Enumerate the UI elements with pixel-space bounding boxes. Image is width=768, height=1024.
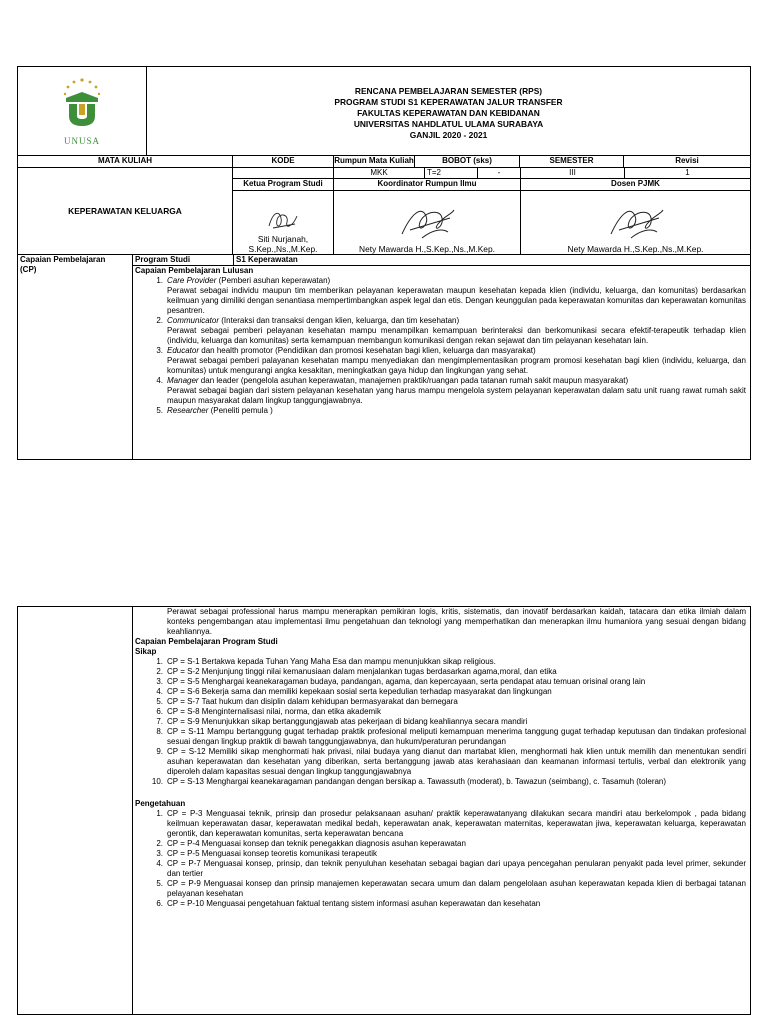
pengetahuan-item-1 — [135, 809, 748, 839]
sikap-item-7 — [135, 717, 748, 727]
item-subtitle: dan leader (pengelola asuhan keperawatan, manajemen praktik/ruangan pada tatanan rumah sakit maupun masyarakat) — [198, 376, 629, 385]
item-text: CP = S-5 Menghargai keanekaragaman budaya, pandangan, agama, dan kepercayaan, serta pendapat atau temuan orisinal orang lain — [167, 677, 646, 686]
sikap-item-6 — [135, 707, 748, 717]
title-line-3: FAKULTAS KEPERAWATAN DAN KEBIDANAN — [357, 107, 540, 118]
item-number: 1. — [156, 657, 163, 666]
item-text: CP = P-9 Menguasai konsep dan prinsip manajemen keperawatan secara umum dan dalam pengelolaan asuhan keperawatan kepada klien di berbagai tatanan pelayanan kesehatan — [167, 879, 746, 898]
item-title: Care Provider — [167, 276, 217, 285]
item-text: CP = S-8 Menginternalisasi nilai, norma, dan etika akademik — [167, 707, 381, 716]
dosen-pjmk-label: Dosen PJMK — [521, 179, 751, 191]
pengetahuan-item-3 — [135, 849, 748, 859]
bobot-header: BOBOT (sks) — [415, 156, 520, 168]
sikap-heading: Sikap — [135, 647, 157, 656]
item-number: 5. — [156, 879, 163, 888]
title-line-4: UNIVERSITAS NAHDLATUL ULAMA SURABAYA — [353, 118, 544, 129]
pengetahuan-item-4 — [135, 859, 748, 879]
pengetahuan-item-2 — [135, 839, 748, 849]
revisi-header: Revisi — [624, 156, 751, 168]
item-description: Perawat sebagai bagian dari sistem pelayanan kesehatan yang harus mampu mengelola system pelayanan keperawatan dalam satu unit ruang rawat rumah sakit maupun masyarakat dalam lingkup tanggungjawabnya. — [167, 386, 746, 405]
pengetahuan-item-5 — [135, 879, 748, 899]
item-number: 5. — [156, 406, 163, 415]
sikap-item-5 — [135, 697, 748, 707]
cp-prodi-heading: Capaian Pembelajaran Program Studi — [135, 637, 278, 646]
bobot-praktik: - — [478, 168, 521, 179]
item-number: 1. — [156, 276, 163, 285]
cp-lulusan-item-1 — [135, 276, 748, 316]
item-text: CP = S-13 Menghargai keanekaragaman pandangan dengan bersikap a. Tawassuth (moderat), b. Tawazun (seimbang), c. Tasamuh (toleran) — [167, 777, 667, 786]
rumpun-header: Rumpun Mata Kuliah — [334, 156, 415, 168]
program-studi-label: Program Studi — [133, 255, 234, 266]
cp-lulusan-item-3 — [135, 346, 748, 376]
mata-kuliah-header: MATA KULIAH — [18, 156, 233, 168]
bobot-teori: T=2 — [425, 168, 478, 179]
item-description: Perawat sebagai pemberi pelayanan kesehatan mampu menampilkan kemampuan berinteraksi dan berkomunikasi secara efektif-terapeutik terhadap klien (individu, keluarga dan komunitas) serta kemampuan membangun komunikasi dengan rekan sejawat dan tim pelayanan kesehatan lain. — [167, 326, 746, 345]
koordinator-signature-cell — [334, 191, 521, 255]
sikap-item-10 — [135, 777, 748, 787]
cp-label-line-2: (CP) — [20, 265, 37, 274]
cp-table — [17, 254, 751, 460]
item-number: 9. — [156, 747, 163, 756]
item-title: Educator — [167, 346, 200, 355]
item-number: 4. — [156, 859, 163, 868]
kode-value — [233, 168, 334, 179]
document-title — [147, 67, 751, 156]
item-number: 1. — [156, 809, 163, 818]
title-line-5: GANJIL 2020 - 2021 — [409, 129, 488, 140]
cp-continuation-content — [133, 607, 751, 1015]
item-text: CP = S-6 Bekerja sama dan memiliki kepekaan sosial serta kepedulian terhadap masyarakat dan lingkungan — [167, 687, 552, 696]
cp-label-line-1: Capaian Pembelajaran — [20, 255, 106, 264]
cp-lulusan-item-4 — [135, 376, 748, 406]
semester-header: SEMESTER — [520, 156, 624, 168]
item-title: Researcher — [167, 406, 209, 415]
koordinator-name: Nety Mawarda H.,S.Kep.,Ns.,M.Kep. — [359, 244, 495, 254]
koordinator-label: Koordinator Rumpun Ilmu — [334, 179, 521, 191]
dosen-name: Nety Mawarda H.,S.Kep.,Ns.,M.Kep. — [567, 244, 704, 254]
item-number: 5. — [156, 697, 163, 706]
semester-value: III — [521, 168, 625, 179]
logo-cell — [18, 67, 147, 156]
sikap-item-8 — [135, 727, 748, 747]
cp-continuation-table — [17, 606, 751, 1015]
cp-lulusan-item-5 — [135, 406, 748, 416]
item-title: Communicator — [167, 316, 220, 325]
ketua-name-1: Siti Nurjanah, — [257, 234, 309, 244]
item-number: 4. — [156, 376, 163, 385]
item-number: 7. — [156, 717, 163, 726]
kode-header: KODE — [233, 156, 334, 168]
page-2 — [0, 606, 768, 1015]
ketua-name-2: S.Kep.,Ns.,M.Kep. — [248, 244, 318, 254]
item-subtitle: (Peneliti pemula ) — [208, 406, 273, 415]
item-number: 3. — [156, 677, 163, 686]
signature-dosen-icon — [601, 204, 671, 244]
revisi-value: 1 — [625, 168, 751, 179]
sikap-item-3 — [135, 677, 748, 687]
item-title: Manager — [167, 376, 199, 385]
title-line-2: PROGRAM STUDI S1 KEPERAWATAN JALUR TRANSFER — [334, 96, 563, 107]
dosen-signature-cell — [521, 191, 751, 255]
item-subtitle: (Pemberi asuhan keperawatan) — [216, 276, 331, 285]
cp-lulusan-heading: Capaian Pembelajaran Lulusan — [135, 266, 254, 275]
item-text: CP = P-3 Menguasai teknik, prinsip dan prosedur pelaksanaan asuhan/ praktik keperawatanyang dilakukan secara mandiri atau berkelompok , pada bidang keilmuan keperawatan dasar, keperawatan medikal bedah, keperawatan anak, keperawatan maternitas, keperawatan jiwa, keperawatan keluarga, keperawatan gerontik, dan keperawatan komunitas, serta keperawatan bencana — [167, 809, 746, 838]
item-number: 6. — [156, 707, 163, 716]
item-text: CP = S-12 Memiliki sikap menghormati hak privasi, nilai budaya yang dianut dan martabat klien, menghormati hak klien untuk memilih dan menentukan sendiri asuhan keperawatan dan kesehatan yang diberikan, serta bertanggung jawab atas kerahasiaan dan keamanan informasi tertulis, verbal dan elektronik yang diperoleh dalam kapasitas sesuai dengan lingkup tanggungjawabnya — [167, 747, 746, 776]
course-name: KEPERAWATAN KELUARGA — [18, 168, 233, 255]
cp-lulusan-item-2 — [135, 316, 748, 346]
rps-header-table — [17, 66, 751, 168]
item-text: CP = P-7 Menguasai konsep, prinsip, dan teknik penyuluhan kesehatan sebagai bagian dari upaya pencegahan penularan penyakit pada level primer, sekunder dan tertier — [167, 859, 746, 878]
logo-text: UNUSA — [63, 136, 100, 146]
item-description: Perawat sebagai individu maupun tim memberikan pelayanan keperawatan maupun kesehatan kepada klien (individu, keluarga, dan komunitas) berdasarkan keilmuan yang dimiliki dengan senantiasa mempertimbangkan aspek legal dan etis. Dengan keunggulan pada keperawatan komunitas dan keperawatan komunitas pesantren. — [167, 286, 746, 315]
item-number: 3. — [156, 849, 163, 858]
item-description: Perawat sebagai pemberi palayanan kesehatan mampu menyediakan dan mengimplementasikan program promosi kesehatan bagi klien (individu, keluarga, dan komunitas) untuk mengurangi angka kesakitan, meningkatkan gaya hidup dan lingkungan yang sehat. — [167, 356, 746, 375]
item-text: CP = S-1 Bertakwa kepada Tuhan Yang Maha Esa dan mampu menunjukkan sikap religious. — [167, 657, 496, 666]
sikap-item-4 — [135, 687, 748, 697]
item-text: CP = P-10 Menguasai pengetahuan faktual tentang sistem informasi asuhan keperawatan dan kesehatan — [167, 899, 541, 908]
rumpun-value: MKK — [334, 168, 425, 179]
page-1 — [0, 66, 768, 460]
title-line-1: RENCANA PEMBELAJARAN SEMESTER (RPS) — [354, 85, 543, 96]
item-number: 8. — [156, 727, 163, 736]
item-number: 2. — [156, 316, 163, 325]
item-number: 10. — [151, 777, 163, 786]
item-subtitle: dan health promotor (Pendidikan dan promosi kesehatan bagi klien, keluarga dan masyarakat) — [199, 346, 536, 355]
item-text: CP = P-5 Menguasai konsep teoretis komunikasi terapeutik — [167, 849, 377, 858]
item-text: CP = S-2 Menjunjung tinggi nilai kemanusiaan dalam menjalankan tugas berdasarkan agama,moral, dan etika — [167, 667, 557, 676]
researcher-description: Perawat sebagai professional harus mampu menerapkan pemikiran logis, kritis, sistematis, dan inovatif berdasarkan kaidah, tatacara dan etika ilmiah dalam konteks pengembangan atau implementasi ilmu pengetahuan dan teknologi yang memperhatikan dan menerapkan ilmu humaniora yang sesuai dengan bidang keahliannya. — [167, 607, 746, 636]
ketua-signature-cell — [233, 191, 334, 255]
item-number: 4. — [156, 687, 163, 696]
pengetahuan-heading: Pengetahuan — [135, 799, 186, 808]
signature-ketua-icon — [261, 208, 305, 234]
unusa-logo-icon — [56, 76, 108, 136]
sikap-item-9 — [135, 747, 748, 777]
item-text: CP = S-9 Menunjukkan sikap bertanggungjawab atas pekerjaan di bidang keahliannya secara mandiri — [167, 717, 528, 726]
sikap-item-1 — [135, 657, 748, 667]
item-text: CP = P-4 Menguasai konsep dan teknik penegakkan diagnosis asuhan keperawatan — [167, 839, 466, 848]
item-number: 6. — [156, 899, 163, 908]
pengetahuan-item-6 — [135, 899, 748, 909]
rps-info-table — [17, 167, 751, 255]
item-text: CP = S-7 Taat hukum dan disiplin dalam kehidupan bermasyarakat dan bernegara — [167, 697, 458, 706]
program-studi-value: S1 Keperawatan — [234, 255, 751, 266]
item-text: CP = S-11 Mampu bertanggung gugat terhadap praktik profesional meliputi kemampuan menerima tanggung gugat terhadap keputusan dan tindakan profesional sesuai dengan lingkup praktik di bawah tanggungjawabnya, dan hukum/peraturan perundangan — [167, 727, 746, 746]
item-number: 2. — [156, 839, 163, 848]
ketua-prodi-label: Ketua Program Studi — [233, 179, 334, 191]
cp-continuation-label — [18, 607, 133, 1015]
item-number: 2. — [156, 667, 163, 676]
item-number: 3. — [156, 346, 163, 355]
sikap-item-2 — [135, 667, 748, 677]
cp-lulusan-content — [133, 266, 751, 460]
cp-label — [18, 255, 133, 460]
item-subtitle: (Interaksi dan transaksi dengan klien, keluarga, dan tim kesehatan) — [219, 316, 460, 325]
signature-koordinator-icon — [392, 204, 462, 244]
